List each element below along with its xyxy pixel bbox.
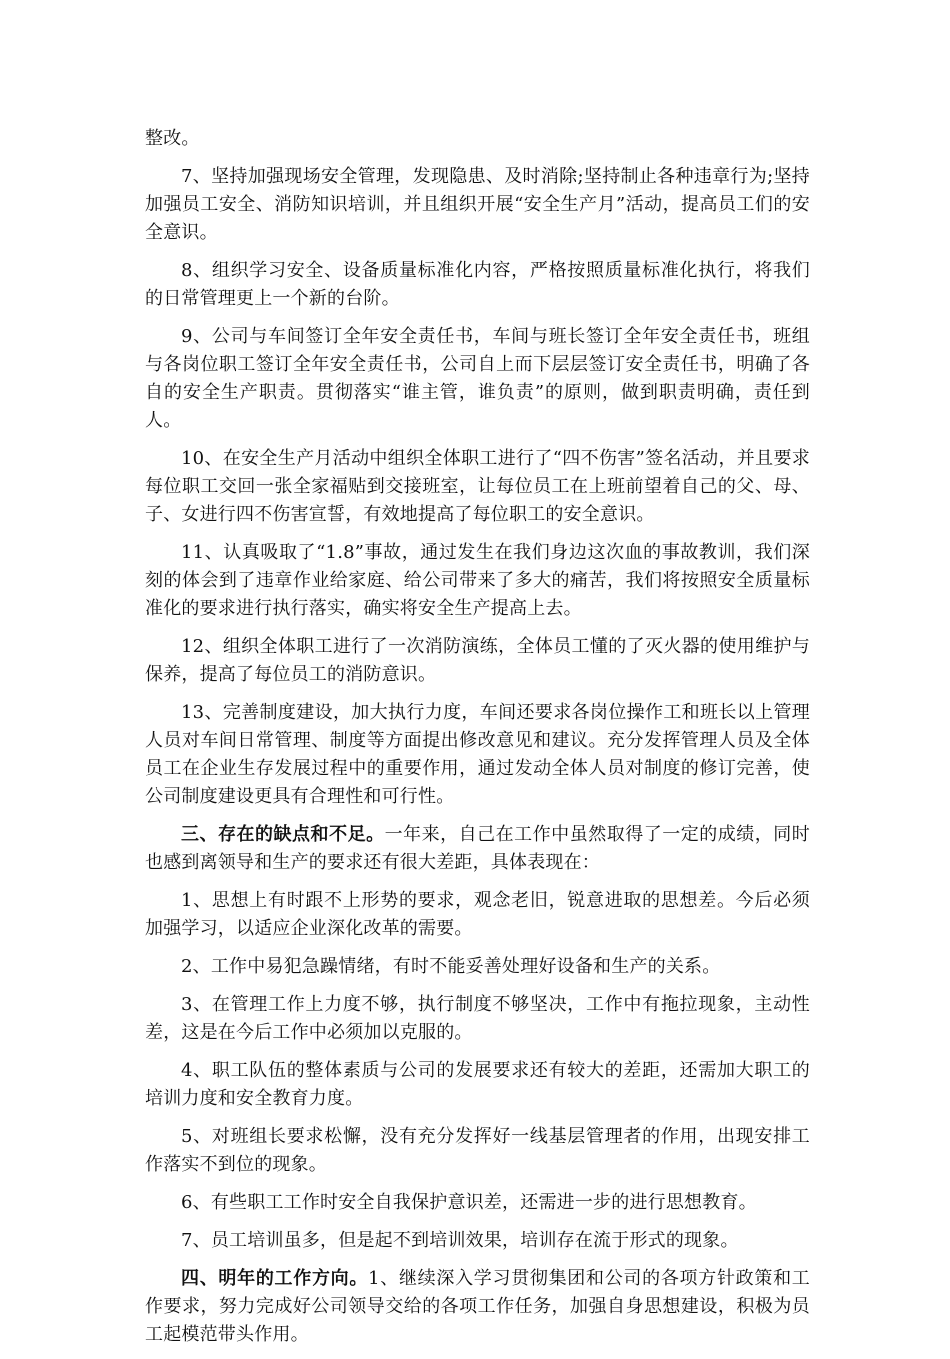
shortcoming-3: 3、在管理工作上力度不够，执行制度不够坚决，工作中有拖拉现象，主动性差，这是在今后工作中必须加以克服的。 <box>145 994 810 1043</box>
section-4-paragraph <box>145 1265 810 1349</box>
item-11: 11、认真吸取了“1.8”事故，通过发生在我们身边这次血的事故教训，我们深刻的体会到了违章作业给家庭、给公司带来了多大的痛苦，我们将按照安全质量标准化的要求进行执行落实，确实将安全生产提高上去。 <box>145 542 810 619</box>
shortcoming-4: 4、职工队伍的整体素质与公司的发展要求还有较大的差距，还需加大职工的培训力度和安全教育力度。 <box>145 1060 810 1109</box>
lead-fragment: 整改。 <box>145 128 200 149</box>
item-12: 12、组织全体职工进行了一次消防演练，全体员工懂的了灭火器的使用维护与保养，提高了每位员工的消防意识。 <box>145 636 810 685</box>
shortcoming-2: 2、工作中易犯急躁情绪，有时不能妥善处理好设备和生产的关系。 <box>181 956 721 977</box>
section-3-intro: 一年来，自己在工作中虽然取得了一定的成绩，同时也感到离领导和生产的要求还有很大差距，具体表现在： <box>145 824 810 873</box>
shortcoming-5: 5、对班组长要求松懈，没有充分发挥好一线基层管理者的作用，出现安排工作落实不到位的现象。 <box>145 1126 810 1175</box>
document-body <box>145 125 810 1359</box>
section-4-text: 1、继续深入学习贯彻集团和公司的各项方针政策和工作要求，努力完成好公司领导交给的各项工作任务，加强自身思想建设，积极为员工起模范带头作用。 <box>145 1268 811 1345</box>
shortcoming-6: 6、有些职工工作时安全自我保护意识差，还需进一步的进行思想教育。 <box>181 1192 757 1213</box>
section-3-paragraph <box>145 821 810 877</box>
item-8: 8、组织学习安全、设备质量标准化内容，严格按照质量标准化执行，将我们的日常管理更上一个新的台阶。 <box>145 260 810 309</box>
shortcoming-7: 7、员工培训虽多，但是起不到培训效果，培训存在流于形式的现象。 <box>181 1230 739 1251</box>
shortcoming-1: 1、思想上有时跟不上形势的要求，观念老旧，锐意进取的思想差。今后必须加强学习，以适应企业深化改革的需要。 <box>145 890 810 939</box>
section-3-heading: 三、存在的缺点和不足。 <box>181 824 385 845</box>
item-10: 10、在安全生产月活动中组织全体职工进行了“四不伤害”签名活动，并且要求每位职工交回一张全家福贴到交接班室，让每位员工在上班前望着自己的父、母、子、女进行四不伤害宣誓，有效地提高了每位职工的安全意识。 <box>145 448 810 525</box>
item-9: 9、公司与车间签订全年安全责任书，车间与班长签订全年安全责任书，班组与各岗位职工签订全年安全责任书，公司自上而下层层签订安全责任书，明确了各自的安全生产职责。贯彻落实“谁主管，谁负责”的原则，做到职责明确，责任到人。 <box>145 326 810 431</box>
section-4-heading: 四、明年的工作方向。 <box>181 1268 369 1289</box>
item-13: 13、完善制度建设，加大执行力度，车间还要求各岗位操作工和班长以上管理人员对车间日常管理、制度等方面提出修改意见和建议。充分发挥管理人员及全体员工在企业生存发展过程中的重要作用，通过发动全体人员对制度的修订完善，使公司制度建设更具有合理性和可行性。 <box>145 702 810 807</box>
item-7: 7、坚持加强现场安全管理，发现隐患、及时消除;坚持制止各种违章行为;坚持加强员工安全、消防知识培训，并且组织开展“安全生产月”活动，提高员工们的安全意识。 <box>145 166 810 243</box>
